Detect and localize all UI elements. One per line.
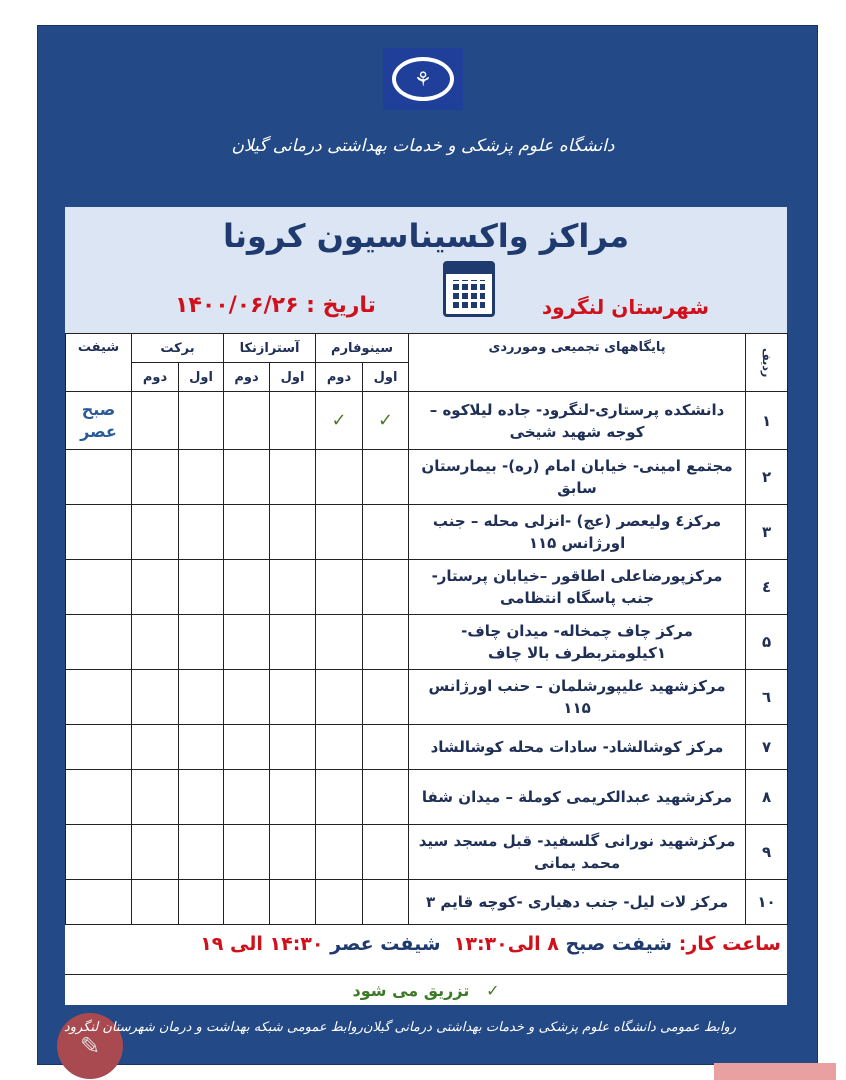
- dose-cell-astra2: [224, 880, 270, 925]
- dose-cell-astra1: [270, 725, 316, 770]
- dose-cell-barekat1: [179, 560, 224, 615]
- dose-cell-barekat1: [179, 505, 224, 560]
- dose-cell-astra1: [270, 450, 316, 505]
- dose-cell-barekat1: [179, 615, 224, 670]
- dose-cell-sino2: [316, 825, 363, 880]
- dose-cell-astra2: [224, 615, 270, 670]
- dose-cell-barekat2: [132, 825, 179, 880]
- header-name: پایگاههای تجمیعی ومورردی: [409, 334, 746, 392]
- shift-cell: [66, 615, 132, 670]
- shift-cell: [66, 770, 132, 825]
- dose-cell-sino1: [363, 560, 409, 615]
- dose-cell-barekat2: [132, 725, 179, 770]
- row-index: ۹: [746, 825, 788, 880]
- center-name: مرکزپورضاعلی اطاقور –خیابان پرستار- جنب پاسگاه انتظامی: [409, 560, 746, 615]
- dose-cell-barekat1: [179, 725, 224, 770]
- header-astrazeneca: آسترازنکا: [224, 334, 316, 363]
- table-row: [66, 825, 788, 880]
- dose-cell-barekat2: [132, 392, 179, 450]
- dose-cell-sino2: [316, 670, 363, 725]
- table-row: [66, 770, 788, 825]
- dose-cell-barekat2: [132, 880, 179, 925]
- dose-cell-astra2: [224, 505, 270, 560]
- morning-shift-hours: ۸ الی۱۳:۳۰: [453, 933, 559, 955]
- dose-cell-astra1: [270, 505, 316, 560]
- row-index: ۲: [746, 450, 788, 505]
- dose-cell-astra1: [270, 770, 316, 825]
- row-index: ۱: [746, 392, 788, 450]
- dose-cell-barekat1: [179, 392, 224, 450]
- dose-cell-astra2: [224, 825, 270, 880]
- legend: [65, 975, 787, 1000]
- dose-cell-astra2: [224, 450, 270, 505]
- header-dose-first: اول: [179, 363, 224, 392]
- footer-network: روابط عمومی شبکه بهداشت و درمان شهرستان لنگرود: [63, 1020, 363, 1035]
- dose-cell-astra1: [270, 880, 316, 925]
- header-sinopharm: سینوفارم: [316, 334, 409, 363]
- dose-cell-sino1: [363, 880, 409, 925]
- center-name: مجتمع امینی- خیابان امام (ره)- بیمارستان سابق: [409, 450, 746, 505]
- dose-cell-astra1: [270, 615, 316, 670]
- dose-cell-sino2: ✓: [316, 392, 363, 450]
- dose-cell-sino2: [316, 505, 363, 560]
- dose-cell-sino2: [316, 725, 363, 770]
- table-row: [66, 560, 788, 615]
- table-row: [66, 505, 788, 560]
- schedule-sheet: [65, 207, 787, 1005]
- evening-shift-label: شیفت عصر: [330, 933, 441, 955]
- dose-cell-barekat1: [179, 450, 224, 505]
- university-name: دانشگاه علوم پزشکی و خدمات بهداشتی درمانی گیلان: [231, 136, 615, 156]
- calendar-icon: [443, 261, 495, 317]
- center-name: مرکزشهید نورانی گلسفید- قبل مسجد سید محمد یمانی: [409, 825, 746, 880]
- dose-cell-sino1: [363, 615, 409, 670]
- row-index: ۵: [746, 615, 788, 670]
- header-shift: شیفت: [66, 334, 132, 392]
- shift-cell: [66, 880, 132, 925]
- center-name: مرکز کوشالشاد- سادات محله کوشالشاد: [409, 725, 746, 770]
- dose-cell-barekat1: [179, 670, 224, 725]
- date-label: تاریخ : ۱۴۰۰/۰۶/۲۶: [175, 293, 376, 318]
- row-index: ۳: [746, 505, 788, 560]
- table-row: [66, 880, 788, 925]
- evening-shift-hours: ۱۴:۳۰ الی ۱۹: [200, 933, 324, 955]
- center-name: مرکزشهید عبدالکریمی کوملة – میدان شفا: [409, 770, 746, 825]
- center-name: مرکز چاف چمخاله- میدان چاف- ۱کیلومتربطرف بالا چاف: [409, 615, 746, 670]
- row-index: ٤: [746, 560, 788, 615]
- shift-cell: [66, 725, 132, 770]
- dose-cell-barekat2: [132, 450, 179, 505]
- shift-cell: [66, 670, 132, 725]
- dose-cell-sino2: [316, 450, 363, 505]
- bottom-bar: [714, 1063, 836, 1080]
- dose-cell-sino1: ✓: [363, 392, 409, 450]
- dose-cell-barekat1: [179, 880, 224, 925]
- dose-cell-astra1: [270, 392, 316, 450]
- dose-cell-sino1: [363, 825, 409, 880]
- hours-label: ساعت کار:: [678, 933, 781, 955]
- centers-table: [65, 333, 788, 925]
- row-index: ۸: [746, 770, 788, 825]
- table-row: [66, 450, 788, 505]
- dose-cell-astra1: [270, 670, 316, 725]
- dose-cell-astra1: [270, 560, 316, 615]
- footer: [63, 1020, 736, 1035]
- pencil-icon: ✎: [79, 1032, 101, 1060]
- dose-cell-barekat2: [132, 560, 179, 615]
- university-logo: ⚘: [383, 48, 463, 110]
- dose-cell-astra2: [224, 392, 270, 450]
- dose-cell-sino1: [363, 725, 409, 770]
- center-name: مرکز لات لیل- جنب دهیاری -کوچه قایم ۳: [409, 880, 746, 925]
- row-index: ۱۰: [746, 880, 788, 925]
- table-row: [66, 670, 788, 725]
- page-title: مراکز واکسیناسیون کرونا: [223, 217, 629, 255]
- dose-cell-sino1: [363, 450, 409, 505]
- check-icon: ✓: [486, 981, 500, 1000]
- header-dose-second: دوم: [132, 363, 179, 392]
- dose-cell-astra2: [224, 725, 270, 770]
- dose-cell-barekat2: [132, 770, 179, 825]
- shift-cell: [66, 450, 132, 505]
- dose-cell-barekat2: [132, 505, 179, 560]
- sheet-header: [65, 207, 787, 333]
- shift-cell: [66, 825, 132, 880]
- dose-cell-barekat2: [132, 670, 179, 725]
- shift-evening: عصر: [80, 421, 117, 441]
- header-dose-first: اول: [363, 363, 409, 392]
- shift-cell: [66, 505, 132, 560]
- shift-cell: [66, 392, 132, 450]
- dose-cell-astra2: [224, 670, 270, 725]
- legend-text: تزریق می شود: [352, 981, 470, 1000]
- dose-cell-sino1: [363, 505, 409, 560]
- dose-cell-sino1: [363, 770, 409, 825]
- header-dose-first: اول: [270, 363, 316, 392]
- header-index: ردیف: [746, 334, 788, 392]
- center-name: مرکز٤ ولیعصر (عج) -انزلی محله – جنب اورژانس ۱۱۵: [409, 505, 746, 560]
- table-row: [66, 392, 788, 450]
- working-hours: [65, 925, 787, 975]
- dose-cell-astra2: [224, 560, 270, 615]
- table-row: [66, 725, 788, 770]
- dose-cell-sino1: [363, 670, 409, 725]
- dose-cell-astra2: [224, 770, 270, 825]
- header-barekat: برکت: [132, 334, 224, 363]
- center-name: مرکزشهید علیپورشلمان – حنب اورژانس ۱۱۵: [409, 670, 746, 725]
- center-name: دانشکده پرستاری-لنگرود- جاده لیلاکوه – کوجه شهید شیخی: [409, 392, 746, 450]
- shift-cell: [66, 560, 132, 615]
- header-dose-second: دوم: [316, 363, 363, 392]
- shift-morning: صبح: [81, 399, 116, 419]
- dose-cell-barekat1: [179, 825, 224, 880]
- dose-cell-barekat2: [132, 615, 179, 670]
- dose-cell-barekat1: [179, 770, 224, 825]
- dose-cell-sino2: [316, 615, 363, 670]
- dose-cell-sino2: [316, 880, 363, 925]
- row-index: ۷: [746, 725, 788, 770]
- dose-cell-sino2: [316, 770, 363, 825]
- table-row: [66, 615, 788, 670]
- row-index: ٦: [746, 670, 788, 725]
- dose-cell-astra1: [270, 825, 316, 880]
- footer-university: روابط عمومی دانشگاه علوم پزشکی و خدمات بهداشتی درمانی گیلان: [362, 1020, 736, 1035]
- dose-cell-sino2: [316, 560, 363, 615]
- header-dose-second: دوم: [224, 363, 270, 392]
- city-label: شهرستان لنگرود: [541, 295, 709, 319]
- morning-shift-label: شیفت صبح: [565, 933, 673, 955]
